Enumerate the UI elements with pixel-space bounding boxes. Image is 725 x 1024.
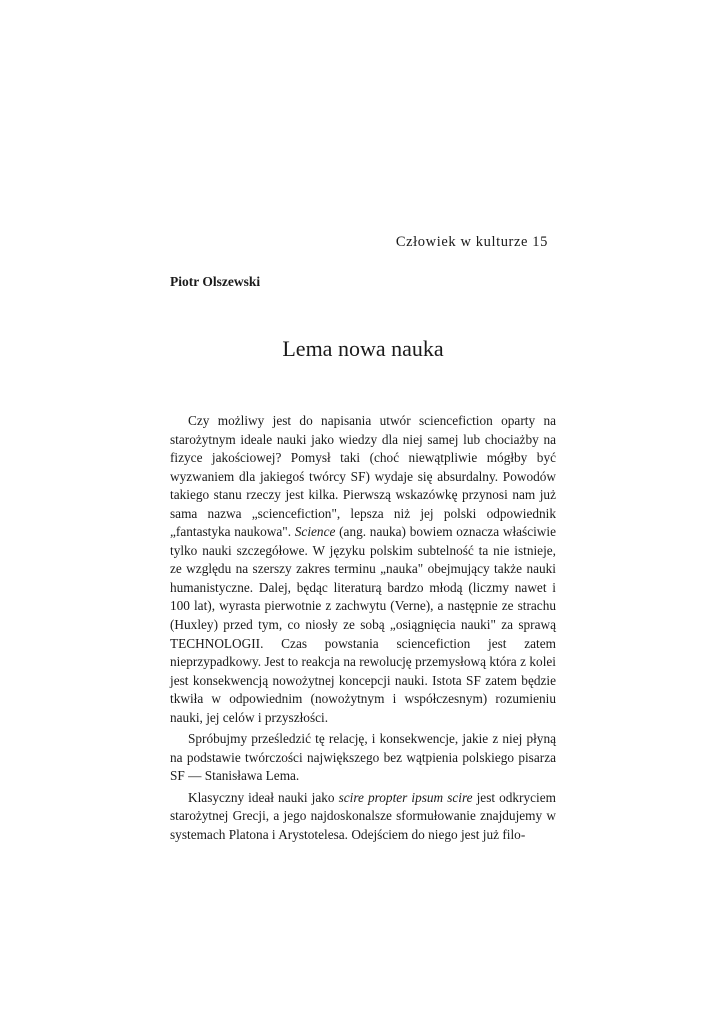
- article-title: Lema nowa nauka: [282, 336, 444, 361]
- paragraph-1-text: Czy możliwy jest do napisania utwór sciencefiction oparty na starożytnym ideale nauki jako wiedzy dla niej samej lub chociażby na fizyce jakościowej? Pomysł taki (choć niewątpliwie mógłby być wyzwaniem dla jakiegoś twórcy SF) wydaje się absurdalny. Powodów takiego stanu rzeczy jest kilka. Pierwszą wskazówkę przynosi nam już sama nazwa „sciencefiction", lepsza niż jej polski odpowiednik „fantastyka naukowa".: [170, 413, 556, 540]
- paragraph-3-italic: scire propter ipsum scire: [338, 789, 473, 805]
- paragraph-3-text-after: jest odkryciem starożytnej Grecji, a jego najdoskonalsze sformułowanie znajdujemy w systemach Platona i Arystotelesa. Odejściem do niego jest już filo-: [170, 789, 556, 843]
- paragraph-3: [170, 789, 556, 845]
- paragraph-1: [170, 412, 556, 727]
- paragraph-1-text-after: (ang. nauka) bowiem oznacza właściwie tylko nauki szczegółowe. W języku polskim subtelność ta nie istnieje, ze względu na szerszy zakres terminu „nauka" obejmujący także nauki humanistyczne. Dalej, będąc literaturą bardzo młodą (liczmy nawet i 100 lat), wyrasta pierwotnie z zachwytu (Verne), a następnie ze strachu (Huxley) przed tym, co niosły ze sobą „osiągnięcia nauki" za sprawą TECHNOLOGII. Czas powstania sciencefiction jest zatem nieprzypadkowy. Jest to reakcja na rewolucję przemysłową która z kolei jest konsekwencją nowożytnej koncepcji nauki. Istota SF zatem będzie tkwiła w odpowiednim (nowożytnym i współczesnym) rozumieniu nauki, jej celów i przyszłości.: [170, 524, 557, 725]
- article-author: Piotr Olszewski: [170, 274, 261, 289]
- paragraph-3-text: Klasyczny ideał nauki jako: [188, 789, 339, 805]
- paragraph-2-text: Spróbujmy prześledzić tę relację, i konsekwencje, jakie z niej płyną na podstawie twórczości największego bez wątpienia polskiego pisarza SF — Stanisława Lema.: [170, 731, 556, 784]
- series-header: Człowiek w kulturze 15: [395, 234, 548, 250]
- article-body: [170, 412, 556, 845]
- paragraph-1-italic: Science: [294, 524, 336, 540]
- paragraph-2: [170, 730, 556, 786]
